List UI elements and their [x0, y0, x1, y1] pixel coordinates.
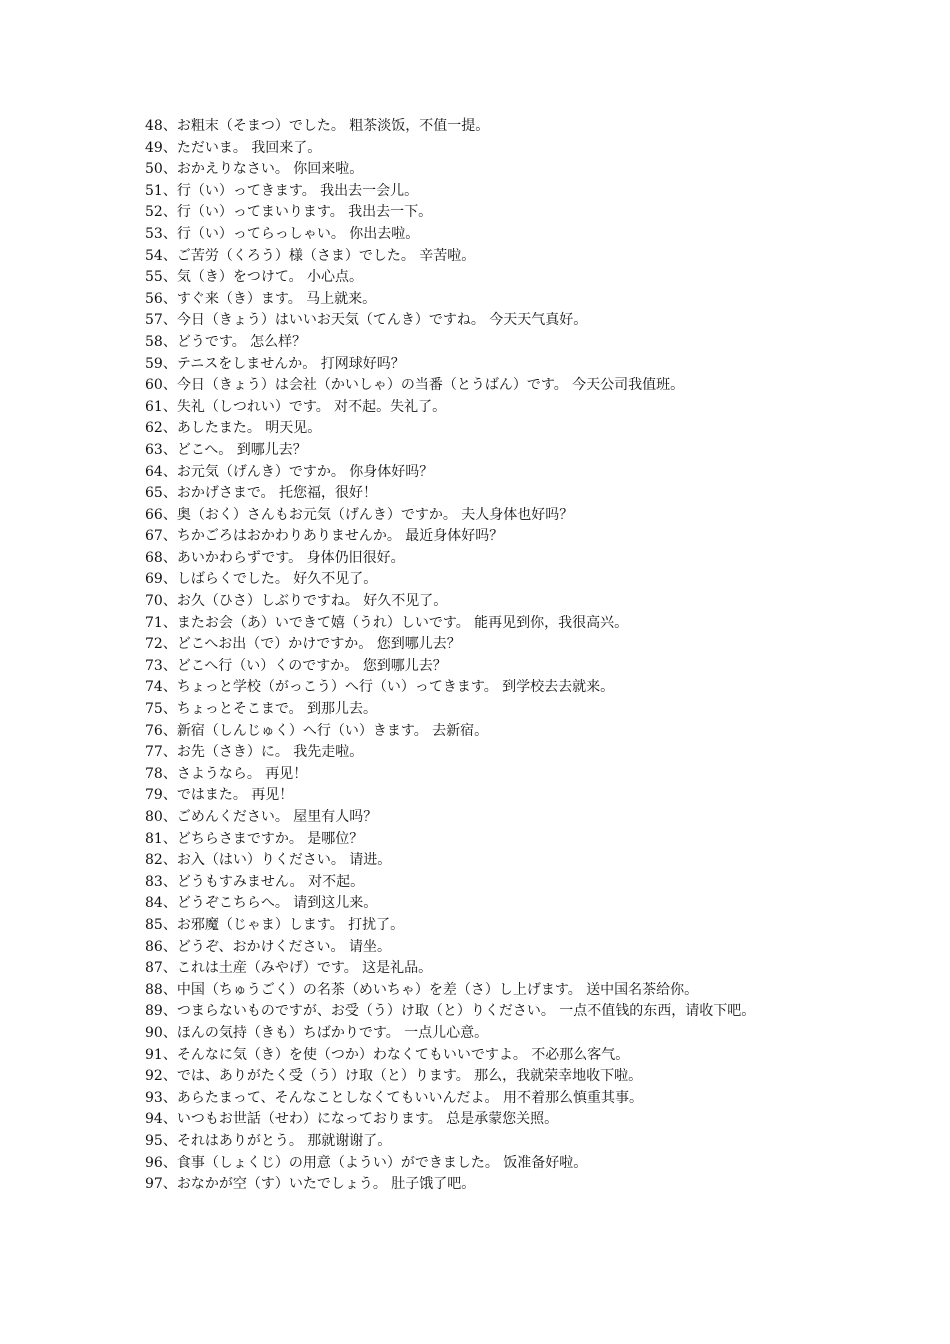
phrase-line: 66、奥（おく）さんもお元気（げんき）ですか。 夫人身体也好吗？	[145, 506, 574, 523]
phrase-line: 61、失礼（しつれい）です。 对不起。失礼了。	[145, 398, 447, 415]
phrase-line: 93、あらたまって、そんなことしなくてもいいんだよ。 用不着那么慎重其事。	[145, 1089, 643, 1106]
phrase-line: 78、さようなら。 再见！	[145, 765, 308, 782]
phrase-line: 69、しばらくでした。 好久不见了。	[145, 571, 378, 588]
phrase-line: 68、あいかわらずです。 身体仍旧很好。	[145, 549, 405, 566]
phrase-line: 89、つまらないものですが、お受（う）け取（と）りください。 一点不值钱的东西，请收下吧。	[145, 1003, 756, 1020]
phrase-line: 53、行（い）ってらっしゃい。 你出去啦。	[145, 225, 420, 242]
phrase-line: 59、テニスをしませんか。 打网球好吗？	[145, 355, 405, 372]
phrase-line: 95、それはありがとう。 那就谢谢了。	[145, 1132, 392, 1149]
phrase-list	[145, 116, 815, 1196]
phrase-line: 67、ちかごろはおかわりありませんか。 最近身体好吗？	[145, 528, 504, 545]
phrase-line: 87、これは土産（みやげ）です。 这是礼品。	[145, 960, 433, 977]
phrase-line: 71、またお会（あ）いできて嬉（うれ）しいです。 能再见到你，我很高兴。	[145, 614, 629, 631]
phrase-line: 84、どうぞこちらへ。 请到这儿来。	[145, 895, 378, 912]
phrase-line: 79、ではまた。 再见！	[145, 787, 294, 804]
phrase-line: 80、ごめんください。 屋里有人吗？	[145, 809, 378, 825]
phrase-line: 57、今日（きょう）はいいお天気（てんき）ですね。 今天天气真好。	[145, 312, 588, 329]
phrase-line: 97、おなかが空（す）いたでしょう。 肚子饿了吧。	[145, 1176, 476, 1193]
phrase-line: 65、おかげさまで。 托您福，很好！	[145, 485, 377, 502]
phrase-line: 91、そんなに気（き）を使（つか）わなくてもいいですよ。 不必那么客气。	[145, 1046, 630, 1063]
phrase-line: 94、いつもお世話（せわ）になっております。 总是承蒙您关照。	[145, 1111, 559, 1128]
phrase-line: 77、お先（さき）に。 我先走啦。	[145, 744, 364, 761]
phrase-line: 70、お久（ひさ）しぶりですね。 好久不见了。	[145, 593, 448, 610]
phrase-line: 88、中国（ちゅうごく）の名茶（めいちゃ）を差（さ）し上げます。 送中国名茶给你。	[145, 981, 699, 998]
phrase-line: 63、どこへ。 到哪儿去？	[145, 441, 307, 458]
phrase-line: 92、では、ありがたく受（う）け取（と）ります。 那么，我就荣幸地收下啦。	[145, 1068, 643, 1085]
phrase-line: 54、ご苦労（くろう）様（さま）でした。 辛苦啦。	[145, 247, 476, 264]
phrase-line: 64、お元気（げんき）ですか。 你身体好吗？	[145, 463, 434, 480]
phrase-line: 62、あしたまた。 明天见。	[145, 420, 322, 437]
phrase-line: 96、食事（しょくじ）の用意（ようい）ができました。 饭准备好啦。	[145, 1154, 588, 1171]
phrase-line: 76、新宿（しんじゅく）へ行（い）きます。 去新宿。	[145, 722, 489, 739]
phrase-line: 51、行（い）ってきます。 我出去一会儿。	[145, 182, 419, 199]
phrase-line: 82、お入（はい）りください。 请进。	[145, 852, 392, 869]
phrase-line: 85、お邪魔（じゃま）します。 打扰了。	[145, 916, 405, 933]
phrase-line: 72、どこへお出（で）かけですか。 您到哪儿去？	[145, 636, 461, 653]
phrase-line: 81、どちらさまですか。 是哪位？	[145, 830, 364, 847]
phrase-line: 75、ちょっとそこまで。 到那儿去。	[145, 701, 377, 718]
phrase-line: 49、ただいま。 我回来了。	[145, 139, 322, 156]
phrase-line: 50、おかえりなさい。 你回来啦。	[145, 161, 364, 178]
phrase-line: 58、どうです。 怎么样？	[145, 333, 307, 350]
phrase-line: 90、ほんの気持（きも）ちばかりです。 一点儿心意。	[145, 1024, 489, 1041]
phrase-line: 56、すぐ来（き）ます。 马上就来。	[145, 290, 377, 307]
phrase-line: 52、行（い）ってまいります。 我出去一下。	[145, 204, 433, 221]
phrase-line: 48、お粗末（そまつ）でした。 粗茶淡饭，不值一提。	[145, 118, 490, 134]
phrase-line: 83、どうもすみません。 对不起。	[145, 873, 365, 890]
phrase-line: 60、今日（きょう）は会社（かいしゃ）の当番（とうばん）です。 今天公司我值班。	[145, 377, 685, 394]
phrase-line: 86、どうぞ、おかけください。 请坐。	[145, 938, 391, 955]
phrase-line: 73、どこへ行（い）くのですか。 您到哪儿去？	[145, 657, 447, 674]
phrase-line: 74、ちょっと学校（がっこう）へ行（い）ってきます。 到学校去去就来。	[145, 679, 615, 696]
phrase-line: 55、気（き）をつけて。 小心点。	[145, 269, 363, 286]
